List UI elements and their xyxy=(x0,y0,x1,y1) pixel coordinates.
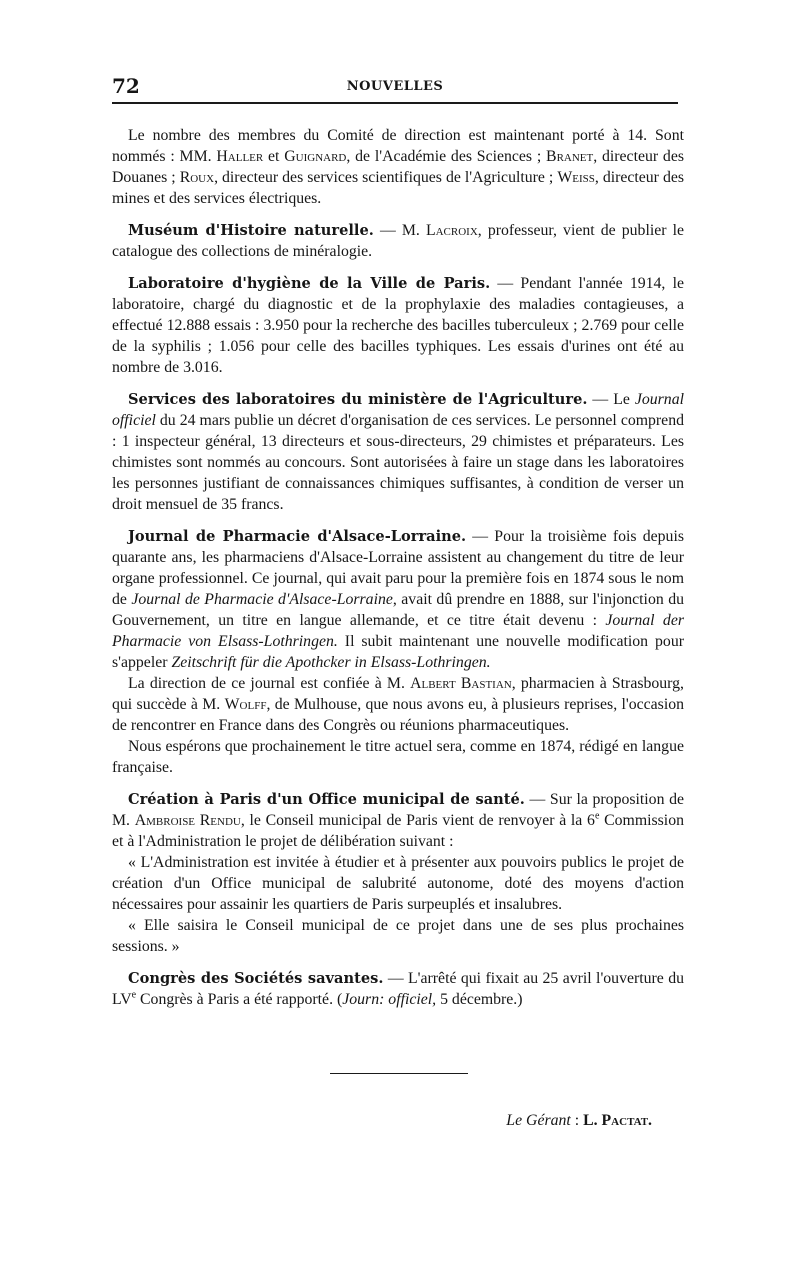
section-heading: Congrès des Sociétés savantes. xyxy=(128,970,384,987)
page-header xyxy=(112,70,678,100)
text-run: Congrès à Paris a été rapporté. ( xyxy=(136,991,343,1008)
superscript: e xyxy=(594,810,600,822)
section-heading: Muséum d'Histoire naturelle. xyxy=(128,222,374,239)
person-name: Albert Bastian xyxy=(410,675,512,692)
section-heading: Services des laboratoires du ministère de l'Agriculture. xyxy=(128,391,588,408)
paragraph xyxy=(112,968,684,1010)
signature xyxy=(506,1112,652,1130)
text-run: , de l'Académie des Sciences ; xyxy=(346,148,547,165)
section-comite xyxy=(112,125,684,209)
person-name: Branet xyxy=(546,148,594,165)
paragraph xyxy=(112,125,684,209)
page-number: 72 xyxy=(112,74,140,98)
text-run: Commission et à l'Administration le projet de délibération suivant : xyxy=(112,812,684,850)
text-run: — L'arrêté qui fixait au 25 avril l'ouverture du LV xyxy=(112,970,685,1008)
section-journal-pharmacie xyxy=(112,526,684,778)
text-run: Le nombre des membres du Comité de direction est maintenant porté à 14. Sont nommés : MM. xyxy=(112,127,684,165)
superscript: e xyxy=(131,989,137,1001)
paragraph xyxy=(112,389,684,515)
section-congres xyxy=(112,968,684,1010)
paragraph xyxy=(112,673,684,736)
header-rule xyxy=(112,102,678,104)
text-run: , le Conseil municipal de Paris vient de renvoyer à la 6 xyxy=(240,812,595,829)
publication-title: Journal der Pharmacie von Elsass-Lothringen. xyxy=(112,612,684,650)
section-museum xyxy=(112,220,684,262)
paragraph xyxy=(112,526,684,673)
section-agriculture xyxy=(112,389,684,515)
section-heading: Création à Paris d'un Office municipal de santé. xyxy=(128,791,525,808)
quoted-paragraph: « L'Administration est invitée à étudier et à présenter aux pouvoirs publics le projet de création d'un Office municipal de salubrité autonome, doté des moyens d'action nécessaires pour assainir les quartiers de Paris surpeuplés et insalubres. xyxy=(112,854,684,913)
text-run: et xyxy=(263,148,285,165)
end-rule xyxy=(330,1073,468,1074)
running-head: NOUVELLES xyxy=(346,79,444,94)
person-name: Wolff xyxy=(224,696,267,713)
text-run: , professeur, vient de publier le catalogue des collections de minéralogie. xyxy=(112,222,685,260)
text-run: — Le xyxy=(587,391,635,408)
text-run: , pharmacien à Strasbourg, qui succède à M. xyxy=(112,675,684,713)
publication-title: Zeitschrift für die Apothcker in Elsass-Lothringen. xyxy=(171,654,491,671)
section-heading: Journal de Pharmacie d'Alsace-Lorraine. xyxy=(128,528,467,545)
text-run: , directeur des mines et des services électriques. xyxy=(112,169,685,207)
paragraph xyxy=(112,273,684,378)
text-run: du 24 mars publie un décret d'organisation de ces services. Le personnel comprend : 1 inspecteur général, 13 directeurs et sous-directeurs, 29 chimistes et préparateurs. Les chimistes sont nommés au concours. Sont autorisées à faire un stage dans les laboratoires les personnes justifiant de connaissances chimiques suffisantes, à condition de verser un droit mensuel de 35 francs. xyxy=(112,412,684,513)
text-run: 5 décembre.) xyxy=(436,991,523,1008)
text-run: , directeur des services scientifiques de l'Agriculture ; xyxy=(214,169,558,186)
person-name: Roux xyxy=(179,169,215,186)
person-name: Guignard xyxy=(284,148,347,165)
person-name: Weiss xyxy=(557,169,595,186)
quoted-paragraph: « Elle saisira le Conseil municipal de ce projet dans une de ses plus prochaines sessions. » xyxy=(112,917,684,955)
text-run: — M. xyxy=(373,222,426,239)
person-name: Lacroix xyxy=(425,222,478,239)
text-run: Il subit maintenant une nouvelle modification pour s'appeler xyxy=(112,633,684,671)
section-office-sante xyxy=(112,789,684,957)
publication-title: Journal de Pharmacie d'Alsace-Lorraine xyxy=(131,591,393,608)
text-run: — Pendant l'année 1914, le laboratoire, chargé du diagnostic et de la prophylaxie des maladies contagieuses, a effectué 12.888 essais : 3.950 pour la recherche des bacilles tuberculeux ; 2.769 pour celle de la syphilis ; 1.056 pour celle des bacilles typhiques. Les essais d'urines ont été au nombre de 3.016. xyxy=(112,275,685,376)
text-run: , directeur des Douanes ; xyxy=(112,148,684,186)
text-run: , de Mulhouse, que nous avons eu, à plusieurs reprises, l'occasion de rencontrer en France dans des Congrès ou réunions pharmaceutiques. xyxy=(112,696,685,734)
text-run: — Pour la troisième fois depuis quarante ans, les pharmaciens d'Alsace-Lorraine assistent au changement du titre de leur organe professionnel. Ce journal, qui avait paru pour la première fois en 1874 sous le nom de xyxy=(112,528,684,608)
signature-separator: : xyxy=(570,1112,584,1129)
section-laboratoire-hygiene xyxy=(112,273,684,378)
signature-label: Le Gérant xyxy=(506,1112,571,1129)
person-name: Ambroise Rendu xyxy=(134,812,241,829)
publication-title: Journal officiel xyxy=(112,391,684,429)
text-run: La direction de ce journal est confiée à M. xyxy=(128,675,411,692)
person-name: Haller xyxy=(216,148,264,165)
paragraph: Nous espérons que prochainement le titre actuel sera, comme en 1874, rédigé en langue française. xyxy=(112,738,684,776)
article-body xyxy=(112,125,684,1010)
text-run: , avait dû prendre en 1888, sur l'injonction du Gouvernement, un titre en langue allemande, et ce titre était devenu : xyxy=(112,591,684,629)
section-heading: Laboratoire d'hygiène de la Ville de Paris. xyxy=(128,275,491,292)
signature-name: L. Pactat. xyxy=(583,1112,652,1129)
paragraph xyxy=(112,220,684,262)
paragraph xyxy=(112,789,684,852)
text-run: — Sur la proposition de M. xyxy=(112,791,684,829)
publication-title: Journ: officiel, xyxy=(342,991,437,1008)
